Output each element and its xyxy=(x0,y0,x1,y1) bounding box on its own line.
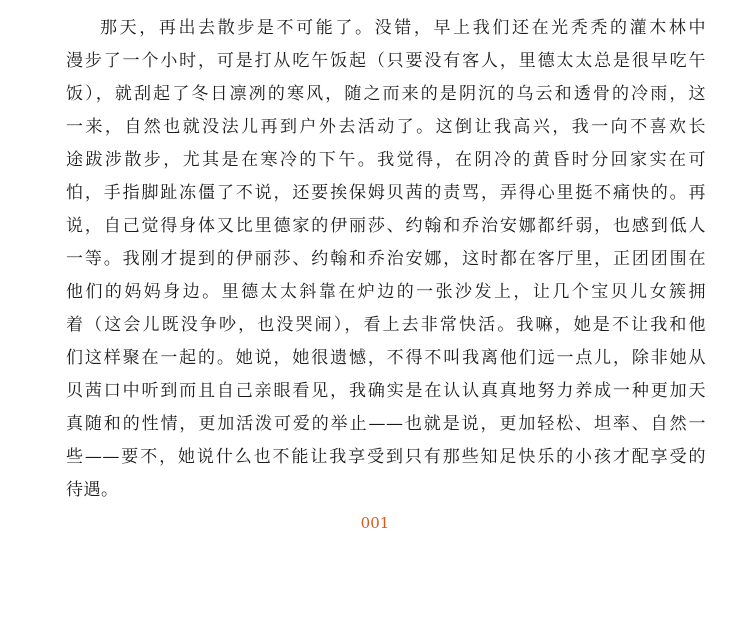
page-number: 001 xyxy=(360,514,390,532)
text-line: 们这样聚在一起的。她说，她很遗憾，不得不叫我离他们远一点儿，除非她从 xyxy=(66,348,706,368)
paragraph xyxy=(66,12,706,507)
text-line: 着（这会儿既没争吵，也没哭闹），看上去非常快活。我嘛，她是不让我和他 xyxy=(66,315,706,335)
text-line: 一等。我刚才提到的伊丽莎、约翰和乔治安娜，这时都在客厅里，正团团围在 xyxy=(66,249,706,269)
text-line: 途跋涉散步，尤其是在寒冷的下午。我觉得，在阴冷的黄昏时分回家实在可 xyxy=(66,150,706,170)
text-line: 待遇。 xyxy=(66,480,119,500)
text-line: 怕，手指脚趾冻僵了不说，还要挨保姆贝茜的责骂，弄得心里挺不痛快的。再 xyxy=(66,183,706,203)
text-line: 真随和的性情，更加活泼可爱的举止——也就是说，更加轻松、坦率、自然一 xyxy=(66,414,706,434)
text-line: 说，自己觉得身体又比里德家的伊丽莎、约翰和乔治安娜都纤弱，也感到低人 xyxy=(66,216,706,236)
text-line: 贝茜口中听到而且自己亲眼看见，我确实是在认认真真地努力养成一种更加天 xyxy=(66,381,706,401)
text-line: 饭），就刮起了冬日凛冽的寒风，随之而来的是阴沉的乌云和透骨的冷雨，这 xyxy=(66,84,706,104)
text-line: 一来，自然也就没法儿再到户外去活动了。这倒让我高兴，我一向不喜欢长 xyxy=(66,117,706,137)
text-line: 些——要不，她说什么也不能让我享受到只有那些知足快乐的小孩才配享受的 xyxy=(66,447,706,467)
text-line: 他们的妈妈身边。里德太太斜靠在炉边的一张沙发上，让几个宝贝儿女簇拥 xyxy=(66,282,706,302)
text-line: 漫步了一个小时，可是打从吃午饭起（只要没有客人，里德太太总是很早吃午 xyxy=(66,51,706,71)
text-line: 那天，再出去散步是不可能了。没错，早上我们还在光秃秃的灌木林中 xyxy=(100,18,706,38)
